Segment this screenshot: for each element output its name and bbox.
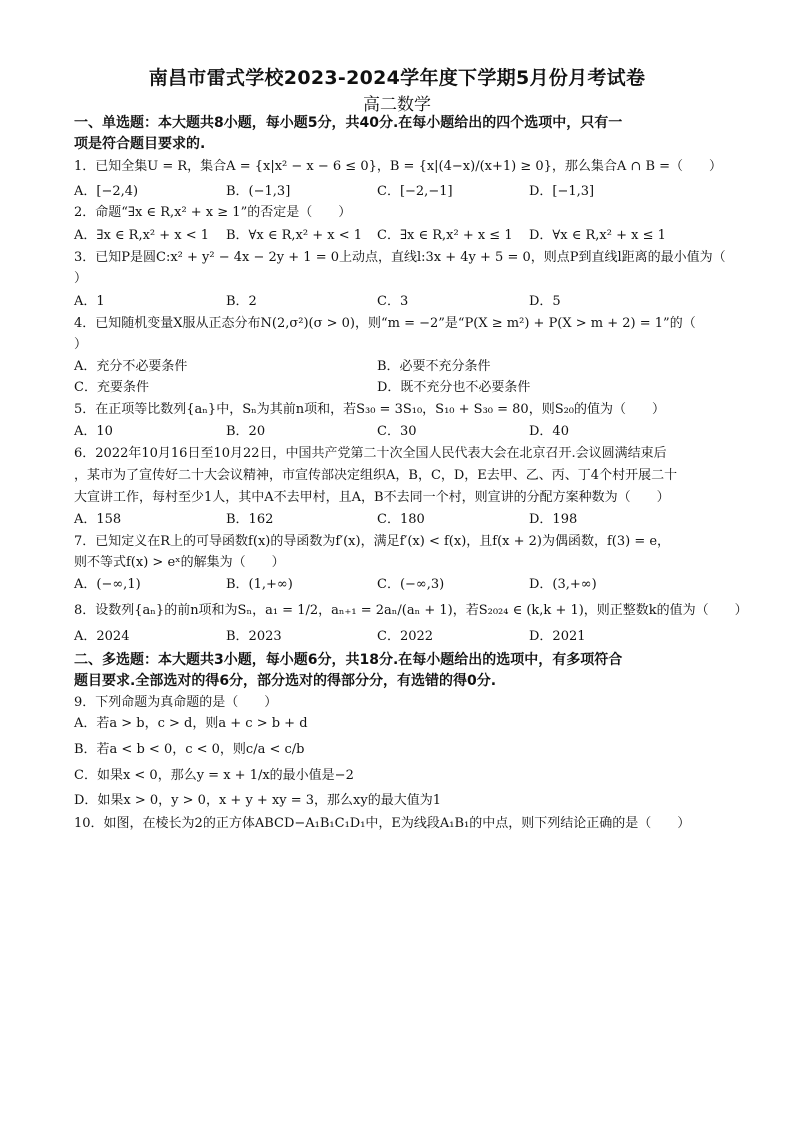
option-b: B．必要不充分条件 xyxy=(377,359,491,374)
section-heading-line: 题目要求.全部选对的得6分，部分选对的得部分分，有选错的得0分. xyxy=(74,673,497,689)
option-c: C．2022 xyxy=(377,629,434,644)
option-a: A．充分不必要条件 xyxy=(74,359,188,374)
section-heading-line: 一、单选题：本大题共8小题，每小题5分，共40分.在每小题给出的四个选项中，只有一 xyxy=(74,115,623,131)
option-c: C．[−2,−1] xyxy=(377,184,453,199)
exam-title: 南昌市雷式学校2023-2024学年度下学期5月份月考试卷 xyxy=(148,67,646,89)
option-d: D．(3,+∞) xyxy=(529,577,597,592)
option-b: B．2 xyxy=(226,294,257,309)
question-6-stem: 6．2022年10月16日至10月22日，中国共产党第二十次全国人民代表大会在北京召开.会议圆满结束后 xyxy=(74,446,667,461)
question-4-stem-cont: ） xyxy=(74,337,88,352)
question-1-stem: 1．已知全集U = R，集合A = {x|x² − x − 6 ≤ 0}，B = {x|(4−x)/(x+1) ≥ 0}，那么集合A ∩ B =（ ） xyxy=(74,159,723,174)
question-8-options xyxy=(74,627,724,647)
option-b: B．20 xyxy=(226,424,266,439)
option-a: A．158 xyxy=(74,512,122,527)
section-heading-multi-choice xyxy=(74,650,724,692)
question-5-stem: 5．在正项等比数列{aₙ}中，Sₙ为其前n项和，若S₃₀ = 3S₁₀，S₁₀ + S₃₀ = 80，则S₂₀的值为（ ） xyxy=(74,402,666,417)
option-d: D．5 xyxy=(529,294,561,309)
question-6-stem-cont: 大宣讲工作，每村至少1人，其中A不去甲村，且A，B不去同一个村，则宣讲的分配方案种数为（ ） xyxy=(74,490,670,505)
option-b: B．∀x ∈ R,x² + x < 1 xyxy=(226,228,362,243)
option-b: B．(1,+∞) xyxy=(226,577,293,592)
question-10-stem: 10．如图，在棱长为2的正方体ABCD−A₁B₁C₁D₁中，E为线段A₁B₁的中点，则下列结论正确的是（ ） xyxy=(74,816,691,831)
option-a: A．10 xyxy=(74,424,113,439)
question-4-options-row2 xyxy=(74,378,724,398)
question-9-option-d: D．如果x > 0，y > 0，x + y + xy = 3，那么xy的最大值为1 xyxy=(74,793,441,808)
question-4-options-row1 xyxy=(74,357,724,377)
question-9-option-c: C．如果x < 0，那么y = x + 1/x的最小值是−2 xyxy=(74,768,354,783)
section-heading-line: 二、多选题：本大题共3小题，每小题6分，共18分.在每小题给出的选项中，有多项符合 xyxy=(74,652,623,668)
question-2-options xyxy=(74,226,724,246)
question-2-stem: 2．命题“∃x ∈ R,x² + x ≥ 1”的否定是（ ） xyxy=(74,205,352,220)
option-a: A．(−∞,1) xyxy=(74,577,141,592)
option-c: C．30 xyxy=(377,424,417,439)
option-d: D．2021 xyxy=(529,629,586,644)
question-6-options xyxy=(74,510,724,530)
option-b: B．(−1,3] xyxy=(226,184,291,199)
question-4-stem: 4．已知随机变量X服从正态分布N(2,σ²)(σ > 0)，则“m = −2”是“P(X ≥ m²) + P(X > m + 2) = 1”的（ xyxy=(74,316,696,331)
option-c: C．∃x ∈ R,x² + x ≤ 1 xyxy=(377,228,513,243)
question-9-option-b: B．若a < b < 0，c < 0，则c/a < c/b xyxy=(74,742,305,757)
section-heading-single-choice xyxy=(74,113,724,155)
question-5-options xyxy=(74,422,724,442)
question-7-stem: 7．已知定义在R上的可导函数f(x)的导函数为f′(x)，满足f′(x) < f(x)，且f(x + 2)为偶函数，f(3) = e， xyxy=(74,534,671,549)
question-3-options xyxy=(74,292,724,312)
option-a: A．1 xyxy=(74,294,105,309)
option-b: B．2023 xyxy=(226,629,282,644)
option-c: C．(−∞,3) xyxy=(377,577,445,592)
option-a: A．[−2,4) xyxy=(74,184,139,199)
question-3-stem-cont: ） xyxy=(74,271,88,286)
question-3-stem: 3．已知P是圆C:x² + y² − 4x − 2y + 1 = 0上动点，直线l:3x + 4y + 5 = 0，则点P到直线l距离的最小值为（ xyxy=(74,250,726,265)
option-d: D．40 xyxy=(529,424,569,439)
option-a: A．2024 xyxy=(74,629,130,644)
exam-subject: 高二数学 xyxy=(363,95,431,115)
option-b: B．162 xyxy=(226,512,274,527)
question-9-stem: 9．下列命题为真命题的是（ ） xyxy=(74,695,278,710)
option-c: C．180 xyxy=(377,512,425,527)
option-d: D．∀x ∈ R,x² + x ≤ 1 xyxy=(529,228,666,243)
question-9-option-a: A．若a > b，c > d，则a + c > b + d xyxy=(74,716,308,731)
question-7-options xyxy=(74,575,724,595)
option-d: D．[−1,3] xyxy=(529,184,595,199)
section-heading-line: 项是符合题目要求的. xyxy=(74,136,206,152)
question-6-stem-cont: ，某市为了宣传好二十大会议精神，市宣传部决定组织A，B，C，D，E去甲、乙、丙、丁4个村开展二十 xyxy=(74,468,678,483)
option-d: D．既不充分也不必要条件 xyxy=(377,380,531,395)
question-8-stem: 8．设数列{aₙ}的前n项和为Sₙ，a₁ = 1/2，aₙ₊₁ = 2aₙ/(aₙ + 1)，若S₂₀₂₄ ∈ (k,k + 1)，则正整数k的值为（ ） xyxy=(74,603,748,618)
question-1-options xyxy=(74,182,724,202)
question-7-stem-cont: 则不等式f(x) > eˣ的解集为（ ） xyxy=(74,555,285,570)
option-d: D．198 xyxy=(529,512,578,527)
option-c: C．充要条件 xyxy=(74,380,149,395)
option-c: C．3 xyxy=(377,294,409,309)
option-a: A．∃x ∈ R,x² + x < 1 xyxy=(74,228,210,243)
